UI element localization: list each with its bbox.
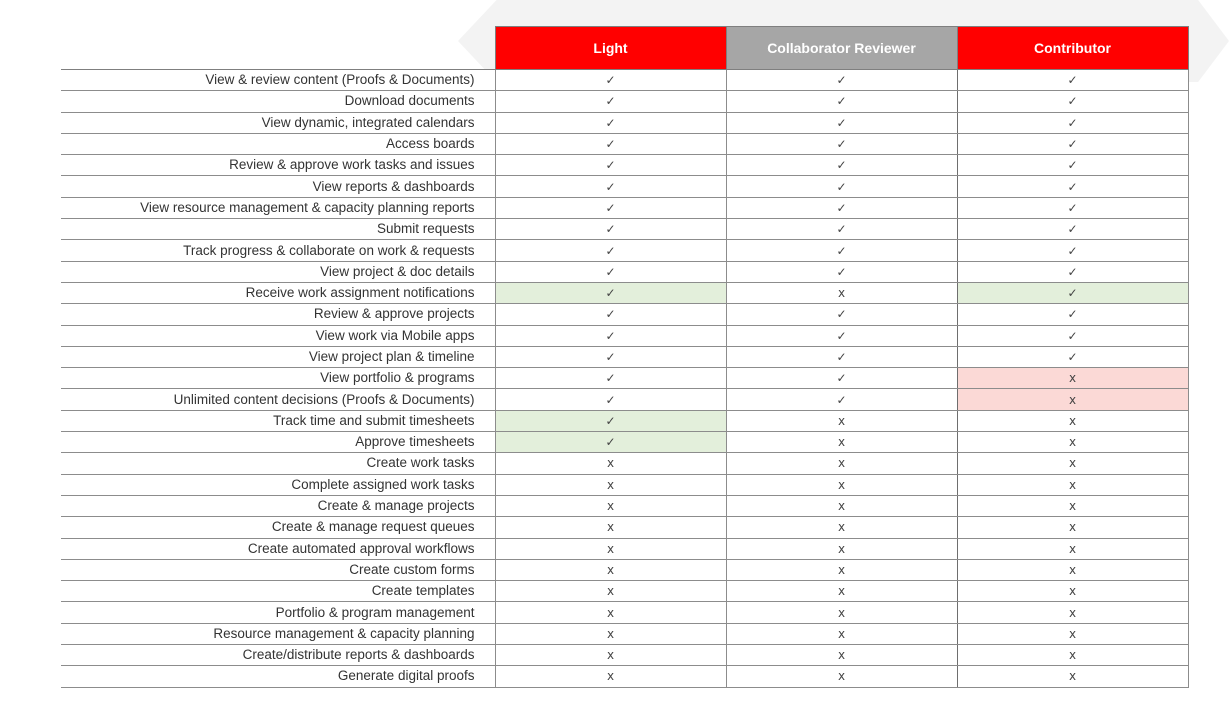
table-row: [61, 389, 1188, 410]
contributor-availability-mark: ✓: [957, 70, 1188, 91]
table-row: [61, 559, 1188, 580]
table-row: [61, 133, 1188, 154]
table-row: [61, 282, 1188, 303]
light-availability-mark: ✓: [495, 389, 726, 410]
light-availability-mark: x: [495, 666, 726, 687]
contributor-availability-mark: x: [957, 474, 1188, 495]
feature-label: View reports & dashboards: [61, 176, 495, 197]
table-row: [61, 197, 1188, 218]
light-availability-mark: x: [495, 538, 726, 559]
feature-label: Download documents: [61, 91, 495, 112]
reviewer-availability-mark: ✓: [726, 219, 957, 240]
reviewer-availability-mark: ✓: [726, 112, 957, 133]
table-row: [61, 581, 1188, 602]
table-row: [61, 645, 1188, 666]
contributor-availability-mark: ✓: [957, 197, 1188, 218]
reviewer-availability-mark: x: [726, 645, 957, 666]
feature-label: Review & approve projects: [61, 304, 495, 325]
table-row: [61, 346, 1188, 367]
light-availability-mark: ✓: [495, 261, 726, 282]
reviewer-availability-mark: x: [726, 282, 957, 303]
reviewer-availability-mark: ✓: [726, 176, 957, 197]
contributor-availability-mark: ✓: [957, 176, 1188, 197]
light-availability-mark: x: [495, 559, 726, 580]
feature-label: Resource management & capacity planning: [61, 623, 495, 644]
table-row: [61, 495, 1188, 516]
light-availability-mark: x: [495, 581, 726, 602]
reviewer-availability-mark: x: [726, 453, 957, 474]
light-availability-mark: x: [495, 602, 726, 623]
feature-label: Portfolio & program management: [61, 602, 495, 623]
light-availability-mark: ✓: [495, 197, 726, 218]
contributor-availability-mark: x: [957, 538, 1188, 559]
contributor-availability-mark: x: [957, 389, 1188, 410]
header-light: Light: [495, 27, 726, 70]
table-row: [61, 538, 1188, 559]
contributor-availability-mark: x: [957, 517, 1188, 538]
feature-label: Access boards: [61, 133, 495, 154]
reviewer-availability-mark: x: [726, 495, 957, 516]
table-row: [61, 155, 1188, 176]
contributor-availability-mark: ✓: [957, 219, 1188, 240]
table-row: [61, 432, 1188, 453]
contributor-availability-mark: ✓: [957, 155, 1188, 176]
light-availability-mark: x: [495, 517, 726, 538]
table-row: [61, 240, 1188, 261]
feature-label: Create/distribute reports & dashboards: [61, 645, 495, 666]
table-row: [61, 602, 1188, 623]
table-row: [61, 304, 1188, 325]
reviewer-availability-mark: ✓: [726, 155, 957, 176]
contributor-availability-mark: x: [957, 453, 1188, 474]
reviewer-availability-mark: x: [726, 623, 957, 644]
table-row: [61, 325, 1188, 346]
header-collaborator-reviewer: Collaborator Reviewer: [726, 27, 957, 70]
light-availability-mark: x: [495, 623, 726, 644]
feature-label: Create custom forms: [61, 559, 495, 580]
feature-label: Generate digital proofs: [61, 666, 495, 687]
light-availability-mark: ✓: [495, 368, 726, 389]
contributor-availability-mark: ✓: [957, 346, 1188, 367]
contributor-availability-mark: ✓: [957, 133, 1188, 154]
contributor-availability-mark: ✓: [957, 240, 1188, 261]
light-availability-mark: ✓: [495, 240, 726, 261]
reviewer-availability-mark: x: [726, 410, 957, 431]
contributor-availability-mark: x: [957, 410, 1188, 431]
reviewer-availability-mark: ✓: [726, 91, 957, 112]
feature-label: Create & manage request queues: [61, 517, 495, 538]
light-availability-mark: ✓: [495, 133, 726, 154]
reviewer-availability-mark: x: [726, 517, 957, 538]
feature-label: Create & manage projects: [61, 495, 495, 516]
reviewer-availability-mark: x: [726, 432, 957, 453]
light-availability-mark: ✓: [495, 91, 726, 112]
feature-label: Complete assigned work tasks: [61, 474, 495, 495]
reviewer-availability-mark: ✓: [726, 240, 957, 261]
contributor-availability-mark: ✓: [957, 282, 1188, 303]
light-availability-mark: ✓: [495, 432, 726, 453]
light-availability-mark: ✓: [495, 70, 726, 91]
contributor-availability-mark: x: [957, 581, 1188, 602]
table-row: [61, 410, 1188, 431]
table-row: [61, 112, 1188, 133]
feature-label: View resource management & capacity planning reports: [61, 197, 495, 218]
feature-label: Approve timesheets: [61, 432, 495, 453]
contributor-availability-mark: ✓: [957, 325, 1188, 346]
header-row: [61, 27, 1188, 70]
table-body: [61, 70, 1188, 688]
contributor-availability-mark: x: [957, 368, 1188, 389]
license-comparison-table: [61, 26, 1189, 688]
reviewer-availability-mark: x: [726, 666, 957, 687]
table-row: [61, 474, 1188, 495]
table-row: [61, 261, 1188, 282]
contributor-availability-mark: ✓: [957, 91, 1188, 112]
reviewer-availability-mark: ✓: [726, 325, 957, 346]
table-row: [61, 91, 1188, 112]
light-availability-mark: x: [495, 495, 726, 516]
feature-label: Create automated approval workflows: [61, 538, 495, 559]
table-row: [61, 176, 1188, 197]
light-availability-mark: ✓: [495, 304, 726, 325]
table-row: [61, 70, 1188, 91]
light-availability-mark: ✓: [495, 325, 726, 346]
table-row: [61, 368, 1188, 389]
contributor-availability-mark: x: [957, 559, 1188, 580]
reviewer-availability-mark: ✓: [726, 133, 957, 154]
feature-label: Track time and submit timesheets: [61, 410, 495, 431]
light-availability-mark: ✓: [495, 176, 726, 197]
light-availability-mark: x: [495, 474, 726, 495]
header-blank-cell: [61, 27, 495, 70]
light-availability-mark: ✓: [495, 155, 726, 176]
feature-label: Create templates: [61, 581, 495, 602]
feature-label: View work via Mobile apps: [61, 325, 495, 346]
feature-label: View project plan & timeline: [61, 346, 495, 367]
contributor-availability-mark: ✓: [957, 261, 1188, 282]
reviewer-availability-mark: x: [726, 581, 957, 602]
reviewer-availability-mark: x: [726, 474, 957, 495]
reviewer-availability-mark: ✓: [726, 368, 957, 389]
contributor-availability-mark: x: [957, 602, 1188, 623]
reviewer-availability-mark: ✓: [726, 304, 957, 325]
table-row: [61, 219, 1188, 240]
reviewer-availability-mark: x: [726, 602, 957, 623]
feature-label: Receive work assignment notifications: [61, 282, 495, 303]
contributor-availability-mark: ✓: [957, 112, 1188, 133]
reviewer-availability-mark: ✓: [726, 197, 957, 218]
table-row: [61, 623, 1188, 644]
light-availability-mark: x: [495, 645, 726, 666]
feature-label: Track progress & collaborate on work & requests: [61, 240, 495, 261]
contributor-availability-mark: x: [957, 495, 1188, 516]
contributor-availability-mark: ✓: [957, 304, 1188, 325]
light-availability-mark: ✓: [495, 219, 726, 240]
feature-label: View & review content (Proofs & Documents): [61, 70, 495, 91]
reviewer-availability-mark: ✓: [726, 346, 957, 367]
light-availability-mark: ✓: [495, 282, 726, 303]
feature-label: Create work tasks: [61, 453, 495, 474]
reviewer-availability-mark: ✓: [726, 389, 957, 410]
contributor-availability-mark: x: [957, 432, 1188, 453]
table-row: [61, 666, 1188, 687]
feature-label: Unlimited content decisions (Proofs & Documents): [61, 389, 495, 410]
reviewer-availability-mark: ✓: [726, 261, 957, 282]
contributor-availability-mark: x: [957, 666, 1188, 687]
light-availability-mark: ✓: [495, 346, 726, 367]
contributor-availability-mark: x: [957, 623, 1188, 644]
feature-label: Submit requests: [61, 219, 495, 240]
feature-label: Review & approve work tasks and issues: [61, 155, 495, 176]
reviewer-availability-mark: x: [726, 538, 957, 559]
feature-label: View dynamic, integrated calendars: [61, 112, 495, 133]
contributor-availability-mark: x: [957, 645, 1188, 666]
table-row: [61, 517, 1188, 538]
light-availability-mark: ✓: [495, 410, 726, 431]
feature-label: View project & doc details: [61, 261, 495, 282]
feature-label: View portfolio & programs: [61, 368, 495, 389]
reviewer-availability-mark: x: [726, 559, 957, 580]
table-row: [61, 453, 1188, 474]
light-availability-mark: ✓: [495, 112, 726, 133]
reviewer-availability-mark: ✓: [726, 70, 957, 91]
header-contributor: Contributor: [957, 27, 1188, 70]
light-availability-mark: x: [495, 453, 726, 474]
